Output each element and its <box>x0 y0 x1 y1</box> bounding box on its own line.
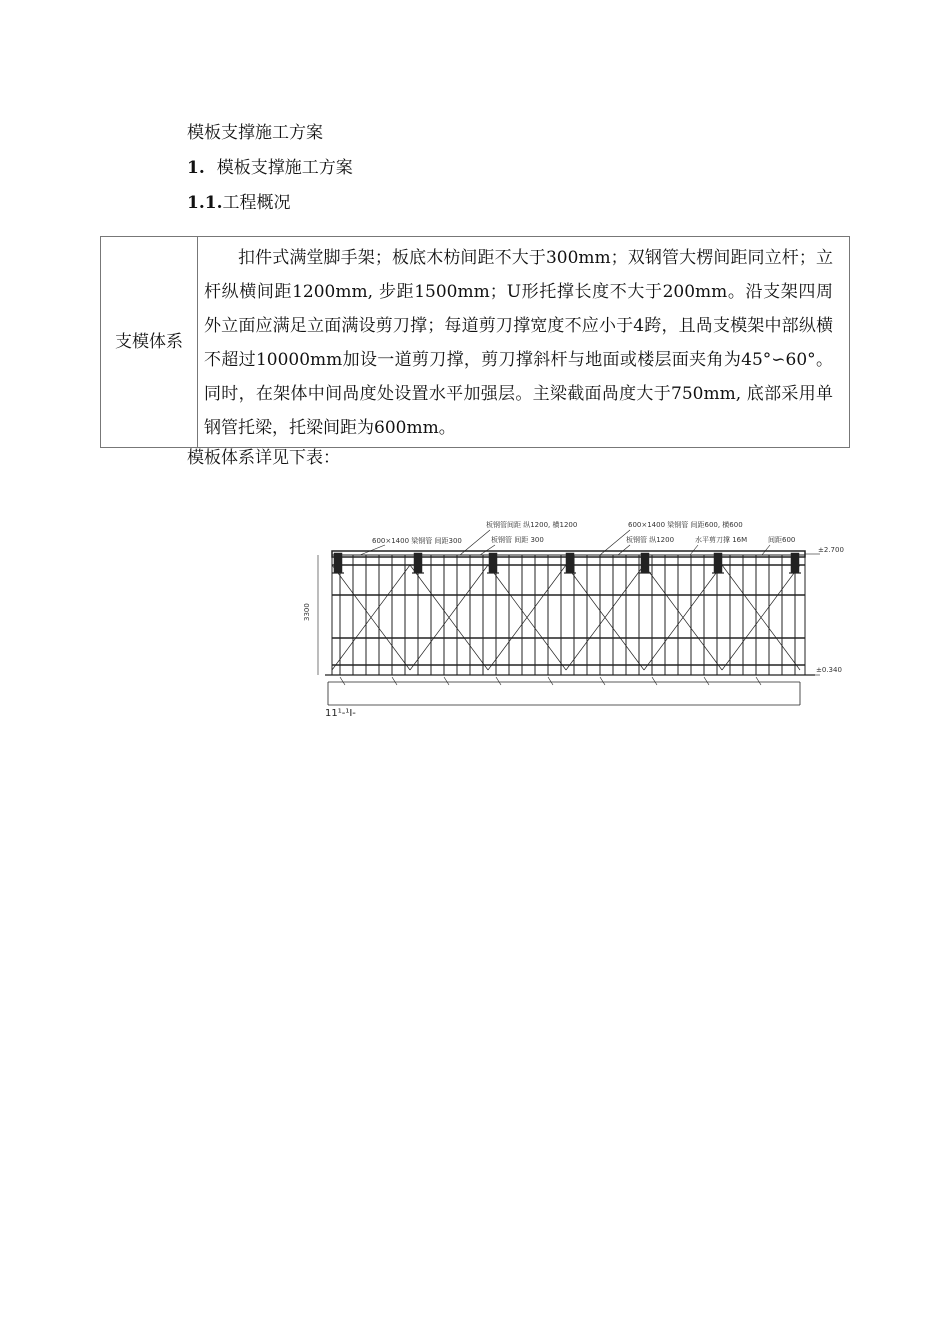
ground-hatch <box>548 677 553 685</box>
beam-support <box>791 553 799 573</box>
label-leader <box>618 545 630 555</box>
ground-hatch <box>444 677 449 685</box>
formwork-elevation-drawing <box>300 510 844 725</box>
label-beam-2: 600×1400 梁钢管 间距600, 横600 <box>628 521 743 529</box>
beam-support <box>414 553 422 573</box>
heading-1-text: 模板支撑施工方案 <box>216 158 353 178</box>
row-content-cell <box>198 237 850 448</box>
label-slab-tube: 板钢管 间距 300 <box>491 536 544 544</box>
ground-hatch <box>652 677 657 685</box>
drawing-caption: 11¹-¹I- <box>325 708 356 719</box>
heading-1-number: 1. <box>187 158 205 178</box>
heading-1-1 <box>187 192 291 214</box>
label-leader <box>762 545 770 555</box>
elevation-bottom-label: ±0.340 <box>816 666 842 674</box>
heading-1 <box>187 157 353 179</box>
document-title: 模板支撑施工方案 <box>187 123 323 143</box>
label-leader <box>360 545 385 555</box>
height-dimension-label: 3300 <box>303 603 311 621</box>
label-leader <box>690 545 698 555</box>
elevation-svg <box>300 510 844 725</box>
ground-hatch <box>704 677 709 685</box>
elevation-top-label: ±2.700 <box>818 546 844 554</box>
row-label: 支模体系 <box>115 332 183 352</box>
row-label-cell <box>101 237 198 448</box>
ground-hatch <box>496 677 501 685</box>
label-beam-1: 600×1400 梁钢管 间距300 <box>372 537 462 545</box>
ground-hatch <box>392 677 397 685</box>
label-slab-spacing: 板钢管间距 纵1200, 横1200 <box>486 521 578 529</box>
ground-hatch <box>600 677 605 685</box>
heading-1-1-number: 1.1. <box>187 193 223 213</box>
label-slab-long: 板钢管 纵1200 <box>626 536 675 544</box>
label-spacing: 间距600 <box>768 536 796 544</box>
ground-hatch <box>340 677 345 685</box>
figure-intro-text: 模板体系详见下表： <box>187 448 340 468</box>
beam-support <box>334 553 342 573</box>
ground-hatch <box>756 677 761 685</box>
table-row <box>101 237 850 448</box>
overview-table <box>100 236 850 448</box>
beam-support <box>489 553 497 573</box>
label-brace: 水平剪刀撑 16M <box>695 536 748 544</box>
heading-1-1-text: 工程概况 <box>222 193 291 213</box>
row-content-text: 扣件式满堂脚手架；板底木枋间距不大于300mm；双钢管大楞间距同立杆；立杆纵横间距1200mm, 步距1500mm；U形托撑长度不大于200mm。沿支架四周外立面应满足立面满设剪刀撑；每道剪刀撑宽度不应小于4跨，且咼支模架中部纵横不超过10000mm加设一道剪刀撑，剪刀撑斜杆与地面或楼层面夹角为45°∽60°。同时，在架体中间咼度处设置水平加强层。主梁截面咼度大于750mm, 底部采用单钢管托梁，托梁间距为600mm。 <box>204 248 833 438</box>
